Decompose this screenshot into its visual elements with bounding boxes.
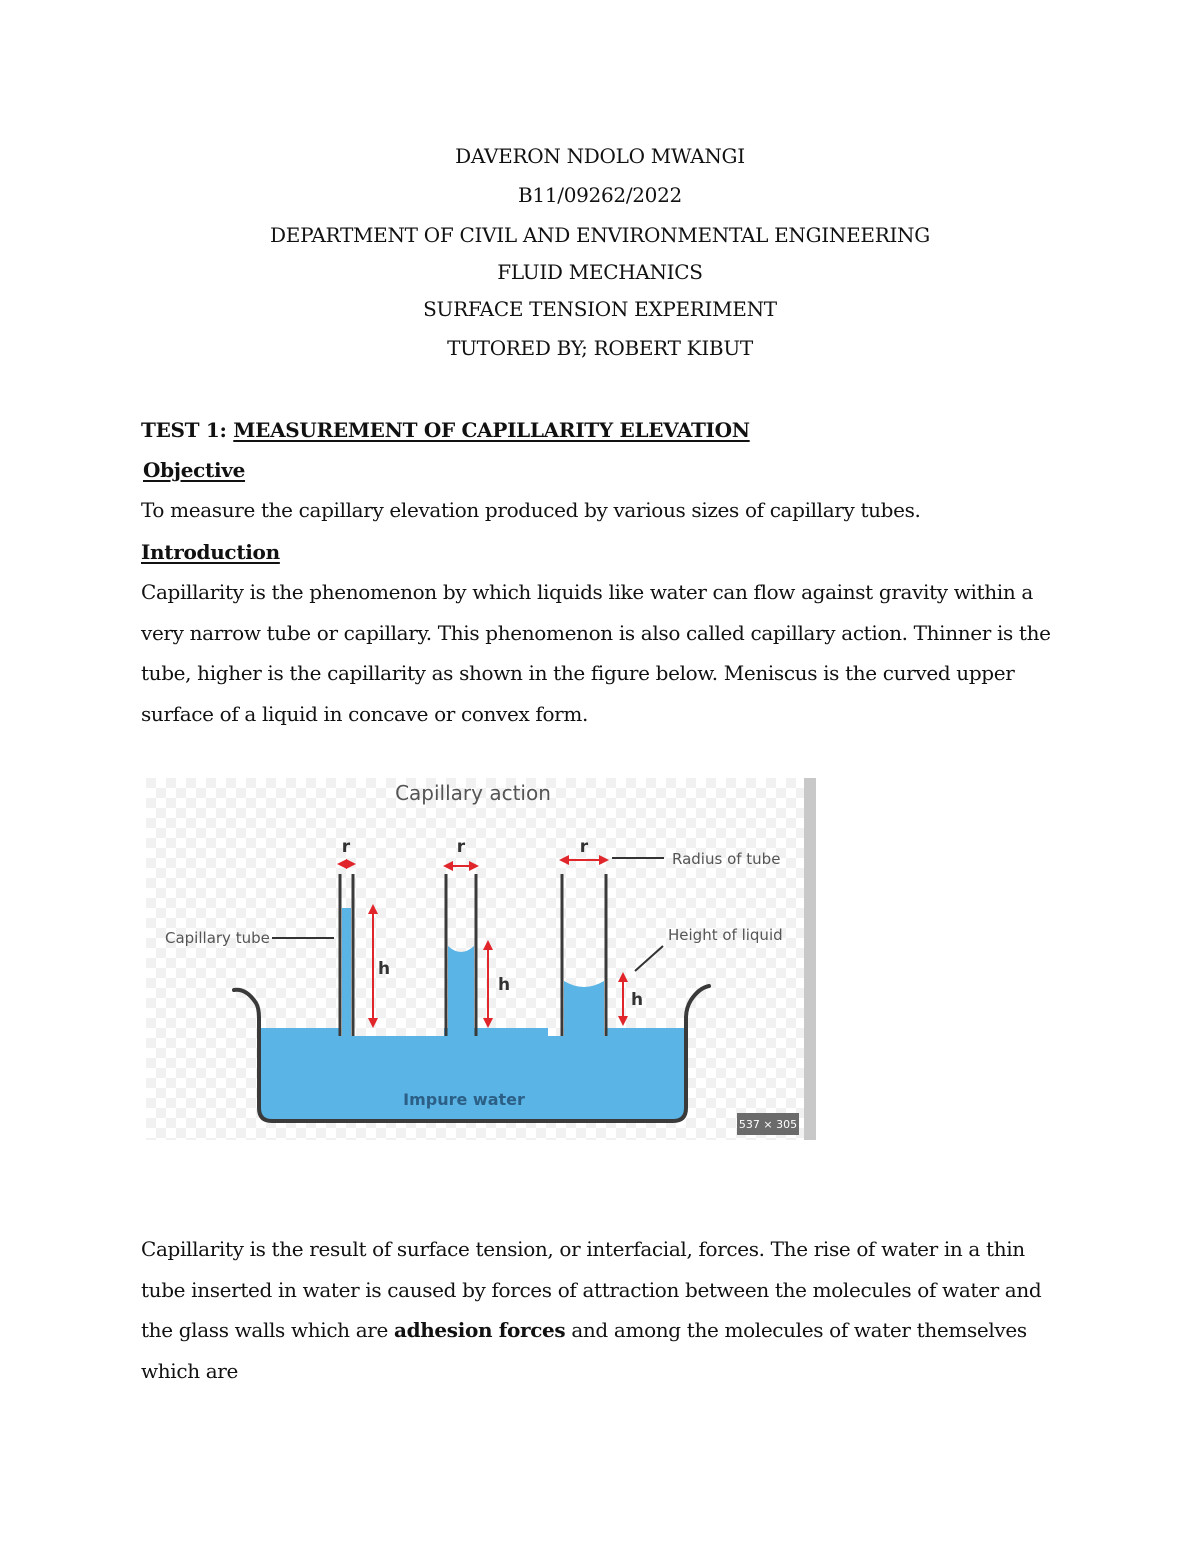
tube-label: Capillary tube bbox=[165, 929, 270, 947]
course-name: FLUID MECHANICS bbox=[497, 260, 703, 284]
height-label: Height of liquid bbox=[668, 926, 783, 944]
tutor-line: TUTORED BY; ROBERT KIBUT bbox=[447, 336, 753, 360]
height-symbol-3: h bbox=[630, 990, 644, 1010]
height-symbol-2: h bbox=[497, 975, 511, 995]
capillary-diagram bbox=[146, 778, 816, 1140]
water-label: Impure water bbox=[403, 1090, 525, 1109]
radius-label: Radius of tube bbox=[672, 850, 781, 868]
size-badge: 537 × 305 bbox=[738, 1118, 798, 1131]
registration-number: B11/09262/2022 bbox=[518, 183, 682, 207]
radius-symbol-1: r bbox=[341, 837, 351, 857]
test-title: MEASUREMENT OF CAPILLARITY ELEVATION bbox=[233, 418, 750, 442]
tube2-water bbox=[448, 946, 474, 1036]
department: DEPARTMENT OF CIVIL AND ENVIRONMENTAL ENGINEERING bbox=[270, 223, 930, 247]
figure-title: Capillary action bbox=[395, 781, 551, 805]
student-name: DAVERON NDOLO MWANGI bbox=[455, 144, 745, 168]
test-prefix: TEST 1: bbox=[141, 418, 234, 442]
figure-scrollbar bbox=[804, 778, 816, 1140]
adhesion-forces-term: adhesion forces bbox=[394, 1318, 566, 1342]
objective-text: To measure the capillary elevation produced by various sizes of capillary tubes. bbox=[141, 498, 921, 522]
tube1-water bbox=[342, 908, 351, 1036]
radius-symbol-2: r bbox=[456, 837, 466, 857]
height-symbol-1: h bbox=[377, 959, 391, 979]
introduction-text: Capillarity is the phenomenon by which liquids like water can flow against gravity within a very narrow tube or capillary. This phenomenon is also called capillary action. Thinner is the tube, higher is the capillarity as shown in the figure below. Meniscus is the curved upper surface of a liquid in concave or convex form. bbox=[141, 580, 1051, 726]
radius-symbol-3: r bbox=[579, 837, 589, 857]
introduction-heading: Introduction bbox=[141, 540, 280, 564]
capillary-action-figure bbox=[146, 778, 816, 1140]
paragraph2-part2: and among the molecules of water themselves which are bbox=[141, 1318, 1027, 1383]
capillarity-paragraph bbox=[141, 1229, 1071, 1391]
test-heading bbox=[141, 418, 750, 442]
paragraph2-part1: Capillarity is the result of surface tension, or interfacial, forces. The rise of water in a thin tube inserted in water is caused by forces of attraction between the molecules of water and the glass walls which are bbox=[141, 1237, 1042, 1342]
objective-heading: Objective bbox=[143, 458, 246, 482]
experiment-title: SURFACE TENSION EXPERIMENT bbox=[423, 297, 777, 321]
tube3-water bbox=[564, 981, 604, 1036]
